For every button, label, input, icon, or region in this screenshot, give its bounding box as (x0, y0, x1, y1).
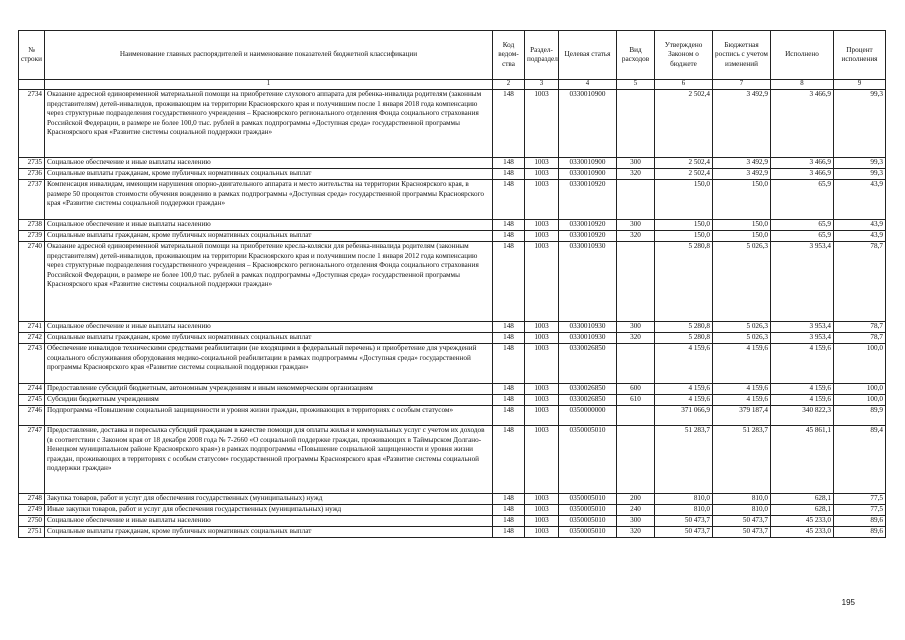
row-ministry-code: 148 (493, 333, 525, 344)
header-approved: Утверждено Законом о бюджете (655, 31, 713, 80)
row-name: Социальные выплаты гражданам, кроме публичных нормативных социальных выплат (45, 231, 493, 242)
header-target-article: Целевая статья (559, 31, 617, 80)
row-number: 2750 (19, 516, 45, 527)
row-expense-type (617, 406, 655, 426)
header-executed: Исполнено (771, 31, 834, 80)
row-budget-list: 810,0 (713, 505, 771, 516)
table-row (19, 516, 886, 527)
row-approved: 5 280,8 (655, 242, 713, 322)
row-budget-list: 150,0 (713, 220, 771, 231)
row-budget-list: 50 473,7 (713, 516, 771, 527)
row-approved: 2 502,4 (655, 90, 713, 158)
row-budget-list: 4 159,6 (713, 384, 771, 395)
row-name: Социальное обеспечение и иные выплаты населению (45, 322, 493, 333)
row-percent: 100,0 (834, 384, 886, 395)
row-number: 2734 (19, 90, 45, 158)
row-number: 2746 (19, 406, 45, 426)
column-number: 8 (771, 80, 834, 90)
row-name: Социальные выплаты гражданам, кроме публичных нормативных социальных выплат (45, 333, 493, 344)
row-name: Обеспечение инвалидов техническими средствами реабилитации (не входящими в федеральный перечень) и приобретение для учреждений социального обслуживания оборудования медико-социальной реабилитации в рамках подпрограммы «Доступная среда» государственной программы Красноярского края «Развитие системы социальной поддержки граждан» (45, 344, 493, 384)
row-name: Компенсация инвалидам, имеющим нарушения опорно-двигательного аппарата и место жительства на территории Красноярского края, в размере 50 процентов стоимости обучения вождению в рамках подпрограммы «Доступная среда» государственной программы Красноярского края «Развитие системы социальной поддержки граждан» (45, 180, 493, 220)
row-target-article: 0350005010 (559, 494, 617, 505)
row-target-article: 0330010930 (559, 242, 617, 322)
row-budget-list: 51 283,7 (713, 426, 771, 494)
row-budget-list: 810,0 (713, 494, 771, 505)
row-name: Социальное обеспечение и иные выплаты населению (45, 516, 493, 527)
row-number: 2740 (19, 242, 45, 322)
row-percent: 89,9 (834, 406, 886, 426)
column-number (19, 80, 45, 90)
row-percent: 43,9 (834, 180, 886, 220)
row-expense-type: 300 (617, 220, 655, 231)
row-executed: 45 861,1 (771, 426, 834, 494)
row-approved: 150,0 (655, 231, 713, 242)
row-expense-type (617, 344, 655, 384)
row-target-article: 0330010920 (559, 220, 617, 231)
row-ministry-code: 148 (493, 169, 525, 180)
row-ministry-code: 148 (493, 505, 525, 516)
row-section: 1003 (525, 220, 559, 231)
row-approved: 4 159,6 (655, 344, 713, 384)
row-percent: 78,7 (834, 333, 886, 344)
row-section: 1003 (525, 344, 559, 384)
row-percent: 77,5 (834, 505, 886, 516)
row-number: 2748 (19, 494, 45, 505)
row-expense-type: 200 (617, 494, 655, 505)
row-target-article: 0330026850 (559, 384, 617, 395)
row-approved: 4 159,6 (655, 384, 713, 395)
row-ministry-code: 148 (493, 322, 525, 333)
row-section: 1003 (525, 169, 559, 180)
row-executed: 3 466,9 (771, 90, 834, 158)
row-expense-type: 320 (617, 527, 655, 538)
row-expense-type (617, 242, 655, 322)
row-percent: 89,4 (834, 426, 886, 494)
row-number: 2749 (19, 505, 45, 516)
row-section: 1003 (525, 242, 559, 322)
table-row (19, 384, 886, 395)
table-row (19, 322, 886, 333)
table-row (19, 494, 886, 505)
row-approved: 2 502,4 (655, 169, 713, 180)
row-budget-list: 5 026,3 (713, 322, 771, 333)
row-name: Оказание адресной единовременной материальной помощи на приобретение кресла-коляски для ребенка-инвалида родителям (законным представителям) детей-инвалидов, проживающим на территории Красноярского края и получившим после 1 января 2012 года компенсацию через структурные подразделения государственного учреждения – Красноярского регионального отделения Фонда социального страхования Российской Федерации, в размере не более 100,0 тыс. рублей в рамках подпрограммы «Доступная среда» государственной программы Красноярского края «Развитие системы социальной поддержки граждан» (45, 242, 493, 322)
row-budget-list: 3 492,9 (713, 158, 771, 169)
row-approved: 5 280,8 (655, 322, 713, 333)
table-row (19, 231, 886, 242)
row-target-article: 0330010930 (559, 322, 617, 333)
row-number: 2741 (19, 322, 45, 333)
row-budget-list: 50 473,7 (713, 527, 771, 538)
row-target-article: 0350000000 (559, 406, 617, 426)
row-section: 1003 (525, 406, 559, 426)
column-numbers-row (19, 80, 886, 90)
row-section: 1003 (525, 384, 559, 395)
row-approved: 2 502,4 (655, 158, 713, 169)
row-number: 2742 (19, 333, 45, 344)
row-target-article: 0330010900 (559, 169, 617, 180)
row-approved: 50 473,7 (655, 527, 713, 538)
row-expense-type: 320 (617, 333, 655, 344)
row-name: Закупка товаров, работ и услуг для обеспечения государственных (муниципальных) нужд (45, 494, 493, 505)
row-approved: 810,0 (655, 505, 713, 516)
row-percent: 77,5 (834, 494, 886, 505)
row-ministry-code: 148 (493, 494, 525, 505)
row-section: 1003 (525, 395, 559, 406)
row-section: 1003 (525, 333, 559, 344)
row-approved: 810,0 (655, 494, 713, 505)
table-row (19, 505, 886, 516)
header-section: Раздел-подраздел (525, 31, 559, 80)
row-name: Иные закупки товаров, работ и услуг для обеспечения государственных (муниципальных) нужд (45, 505, 493, 516)
table-row (19, 406, 886, 426)
row-budget-list: 4 159,6 (713, 395, 771, 406)
budget-table (18, 30, 886, 538)
row-number: 2735 (19, 158, 45, 169)
row-target-article: 0330010920 (559, 180, 617, 220)
row-expense-type (617, 180, 655, 220)
row-approved: 150,0 (655, 220, 713, 231)
row-ministry-code: 148 (493, 242, 525, 322)
row-percent: 43,9 (834, 231, 886, 242)
header-expense-type: Вид расходов (617, 31, 655, 80)
row-percent: 78,7 (834, 322, 886, 333)
row-percent: 100,0 (834, 344, 886, 384)
row-executed: 628,1 (771, 505, 834, 516)
row-section: 1003 (525, 426, 559, 494)
table-row (19, 242, 886, 322)
row-approved: 371 066,9 (655, 406, 713, 426)
row-approved: 150,0 (655, 180, 713, 220)
row-executed: 3 953,4 (771, 322, 834, 333)
row-percent: 89,6 (834, 527, 886, 538)
row-ministry-code: 148 (493, 384, 525, 395)
row-ministry-code: 148 (493, 90, 525, 158)
row-number: 2745 (19, 395, 45, 406)
row-name: Оказание адресной единовременной материальной помощи на приобретение слухового аппарата для ребенка-инвалида родителям (законным представителям) детей-инвалидов, проживающим на территории Красноярского края и получившим после 1 января 2018 года компенсацию через структурные подразделения государственного учреждения – Красноярского регионального отделения Фонда социального страхования Российской Федерации, в размере не более 100,0 тыс. рублей в рамках подпрограммы «Доступная среда» государственной программы Красноярского края «Развитие системы социальной поддержки граждан» (45, 90, 493, 158)
header-percent: Процент исполнения (834, 31, 886, 80)
row-target-article: 0330010930 (559, 333, 617, 344)
row-percent: 99,3 (834, 158, 886, 169)
row-ministry-code: 148 (493, 426, 525, 494)
row-number: 2737 (19, 180, 45, 220)
row-ministry-code: 148 (493, 180, 525, 220)
row-number: 2736 (19, 169, 45, 180)
row-section: 1003 (525, 527, 559, 538)
budget-report-page (18, 30, 885, 538)
row-executed: 3 953,4 (771, 333, 834, 344)
row-name: Подпрограмма «Повышение социальной защищенности и уровня жизни граждан, проживающих в территориях с особым статусом» (45, 406, 493, 426)
row-budget-list: 5 026,3 (713, 242, 771, 322)
column-number: 4 (559, 80, 617, 90)
row-executed: 45 233,0 (771, 527, 834, 538)
row-expense-type: 320 (617, 169, 655, 180)
column-number: 3 (525, 80, 559, 90)
header-name: Наименование главных распорядителей и наименование показателей бюджетной классификации (45, 31, 493, 80)
table-row (19, 527, 886, 538)
row-expense-type (617, 426, 655, 494)
column-number: 7 (713, 80, 771, 90)
row-percent: 100,0 (834, 395, 886, 406)
row-percent: 43,9 (834, 220, 886, 231)
table-row (19, 395, 886, 406)
page-number: 195 (841, 598, 855, 607)
row-number: 2739 (19, 231, 45, 242)
row-section: 1003 (525, 180, 559, 220)
row-section: 1003 (525, 90, 559, 158)
table-row (19, 333, 886, 344)
row-budget-list: 379 187,4 (713, 406, 771, 426)
column-number: 1 (45, 80, 493, 90)
row-expense-type: 300 (617, 516, 655, 527)
row-executed: 45 233,0 (771, 516, 834, 527)
row-executed: 340 822,3 (771, 406, 834, 426)
header-row-number: № строки (19, 31, 45, 80)
column-number: 2 (493, 80, 525, 90)
row-ministry-code: 148 (493, 527, 525, 538)
row-name: Предоставление, доставка и пересылка субсидий гражданам в качестве помощи для оплаты жилья и коммунальных услуг с учетом их доходов (в соответствии с Законом края от 18 декабря 2008 года № 7-2660 «О социальной поддержке граждан, проживающих в Таймырском Долгано-Ненецком муниципальном районе Красноярского края») в рамках подпрограммы «Повышение социальной защищенности и уровня жизни граждан, проживающих в территориях с особым статусом» государственной программы Красноярского края «Развитие системы социальной поддержки граждан» (45, 426, 493, 494)
row-budget-list: 3 492,9 (713, 169, 771, 180)
row-target-article: 0330010900 (559, 90, 617, 158)
row-target-article: 0330026850 (559, 344, 617, 384)
row-budget-list: 150,0 (713, 231, 771, 242)
row-target-article: 0350005010 (559, 516, 617, 527)
table-row (19, 158, 886, 169)
row-approved: 50 473,7 (655, 516, 713, 527)
row-expense-type: 300 (617, 322, 655, 333)
row-section: 1003 (525, 322, 559, 333)
row-ministry-code: 148 (493, 395, 525, 406)
row-ministry-code: 148 (493, 516, 525, 527)
row-executed: 65,9 (771, 231, 834, 242)
row-target-article: 0350005010 (559, 527, 617, 538)
table-body (19, 90, 886, 538)
row-section: 1003 (525, 231, 559, 242)
header-budget-list: Бюджетная роспись с учетом изменений (713, 31, 771, 80)
row-name: Социальное обеспечение и иные выплаты населению (45, 158, 493, 169)
row-budget-list: 5 026,3 (713, 333, 771, 344)
row-target-article: 0330010900 (559, 158, 617, 169)
table-row (19, 90, 886, 158)
row-expense-type (617, 90, 655, 158)
table-row (19, 220, 886, 231)
row-name: Предоставление субсидий бюджетным, автономным учреждениям и иным некоммерческим организациям (45, 384, 493, 395)
column-number: 6 (655, 80, 713, 90)
row-ministry-code: 148 (493, 231, 525, 242)
row-number: 2747 (19, 426, 45, 494)
row-number: 2744 (19, 384, 45, 395)
row-executed: 628,1 (771, 494, 834, 505)
row-target-article: 0330010920 (559, 231, 617, 242)
row-percent: 99,3 (834, 169, 886, 180)
row-expense-type: 610 (617, 395, 655, 406)
row-target-article: 0350005010 (559, 505, 617, 516)
row-name: Социальные выплаты гражданам, кроме публичных нормативных социальных выплат (45, 527, 493, 538)
row-expense-type: 300 (617, 158, 655, 169)
header-ministry-code: Код ведом-ства (493, 31, 525, 80)
row-section: 1003 (525, 158, 559, 169)
table-row (19, 169, 886, 180)
row-percent: 89,6 (834, 516, 886, 527)
row-ministry-code: 148 (493, 344, 525, 384)
row-section: 1003 (525, 516, 559, 527)
row-budget-list: 4 159,6 (713, 344, 771, 384)
table-row (19, 344, 886, 384)
row-percent: 99,3 (834, 90, 886, 158)
row-approved: 51 283,7 (655, 426, 713, 494)
row-budget-list: 3 492,9 (713, 90, 771, 158)
column-number: 5 (617, 80, 655, 90)
row-executed: 4 159,6 (771, 395, 834, 406)
row-executed: 3 466,9 (771, 158, 834, 169)
row-approved: 4 159,6 (655, 395, 713, 406)
row-target-article: 0330026850 (559, 395, 617, 406)
row-ministry-code: 148 (493, 158, 525, 169)
row-executed: 3 953,4 (771, 242, 834, 322)
row-expense-type: 600 (617, 384, 655, 395)
row-ministry-code: 148 (493, 220, 525, 231)
row-budget-list: 150,0 (713, 180, 771, 220)
row-approved: 5 280,8 (655, 333, 713, 344)
row-number: 2738 (19, 220, 45, 231)
row-name: Социальное обеспечение и иные выплаты населению (45, 220, 493, 231)
row-executed: 4 159,6 (771, 344, 834, 384)
column-number: 9 (834, 80, 886, 90)
row-section: 1003 (525, 494, 559, 505)
table-row (19, 426, 886, 494)
row-number: 2743 (19, 344, 45, 384)
row-section: 1003 (525, 505, 559, 516)
row-expense-type: 240 (617, 505, 655, 516)
row-executed: 3 466,9 (771, 169, 834, 180)
row-expense-type: 320 (617, 231, 655, 242)
row-percent: 78,7 (834, 242, 886, 322)
row-name: Социальные выплаты гражданам, кроме публичных нормативных социальных выплат (45, 169, 493, 180)
row-ministry-code: 148 (493, 406, 525, 426)
row-name: Субсидии бюджетным учреждениям (45, 395, 493, 406)
table-row (19, 180, 886, 220)
row-number: 2751 (19, 527, 45, 538)
row-executed: 65,9 (771, 220, 834, 231)
row-executed: 65,9 (771, 180, 834, 220)
row-target-article: 0350005010 (559, 426, 617, 494)
row-executed: 4 159,6 (771, 384, 834, 395)
table-header-row (19, 31, 886, 80)
